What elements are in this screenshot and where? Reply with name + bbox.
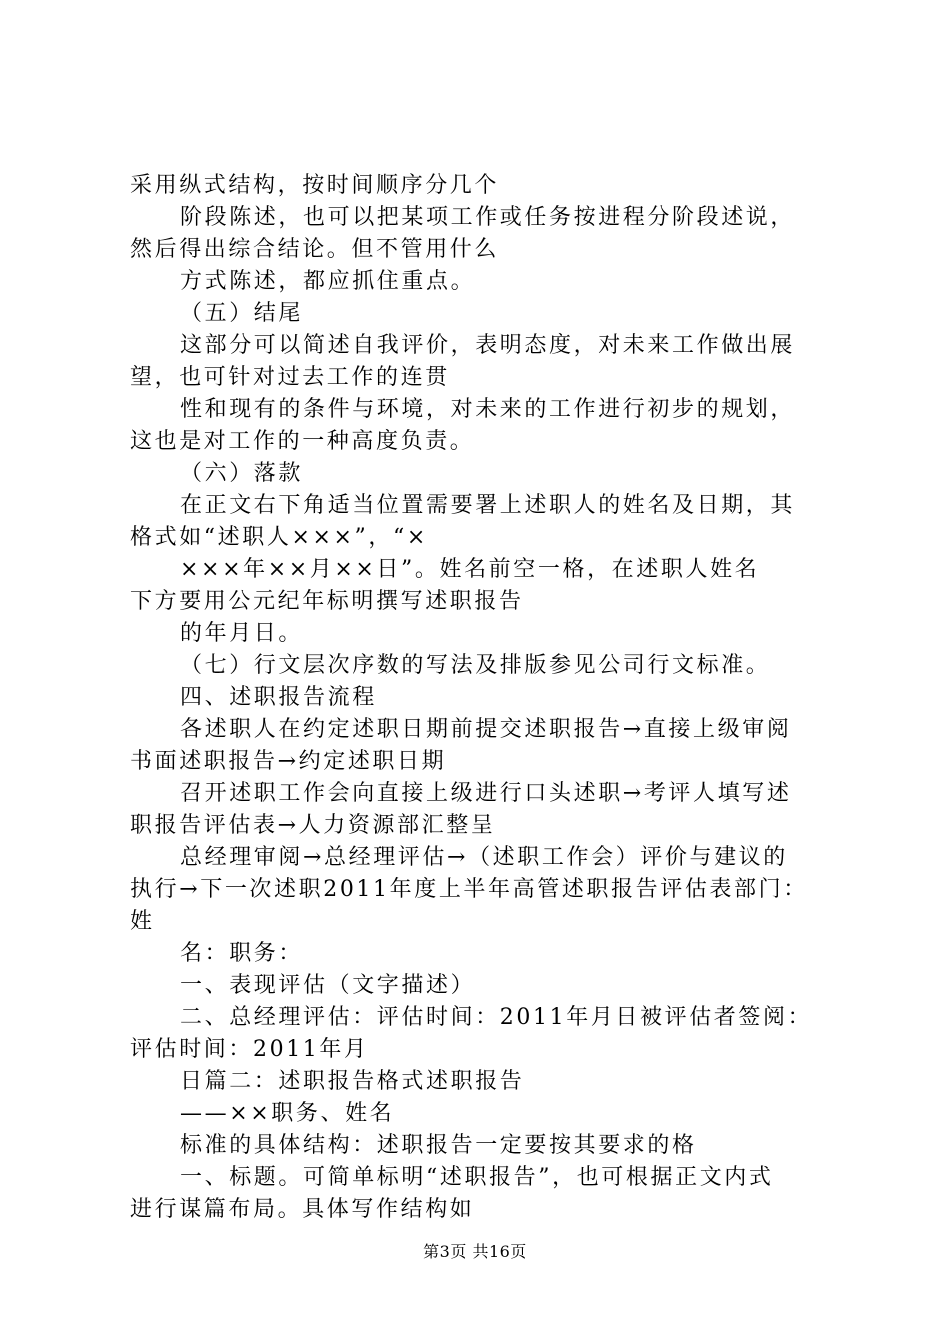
text-line: 二、总经理评估：评估时间：2011年月日被评估者签阅： bbox=[180, 1005, 813, 1030]
text-line: ——××职务、姓名 bbox=[180, 1101, 395, 1126]
text-line: 评估时间：2011年月 bbox=[130, 1037, 369, 1062]
text-line: 四、述职报告流程 bbox=[180, 685, 377, 710]
text-line: 格式如“述职人×××”，“× bbox=[130, 525, 428, 550]
text-line: （六）落款 bbox=[180, 461, 304, 486]
text-line: 一、标题。可简单标明“述职报告”，也可根据正文内式 bbox=[180, 1165, 774, 1190]
text-line: 的年月日。 bbox=[180, 621, 304, 646]
text-line: 进行谋篇布局。具体写作结构如 bbox=[130, 1197, 475, 1222]
text-line: 日篇二：述职报告格式述职报告 bbox=[180, 1069, 525, 1094]
text-line: （七）行文层次序数的写法及排版参见公司行文标准。 bbox=[180, 653, 771, 678]
text-line: 采用纵式结构，按时间顺序分几个 bbox=[130, 173, 500, 198]
text-line: ×××年××月××日”。姓名前空一格，在述职人姓名 bbox=[180, 557, 760, 582]
text-line: 这也是对工作的一种高度负责。 bbox=[130, 429, 475, 454]
text-line: 然后得出综合结论。但不管用什么 bbox=[130, 237, 500, 262]
text-line: 书面述职报告→约定述职日期 bbox=[130, 749, 447, 774]
text-line: 阶段陈述，也可以把某项工作或任务按进程分阶段述说， bbox=[180, 205, 796, 230]
text-line: 总经理审阅→总经理评估→（述职工作会）评价与建议的 bbox=[180, 845, 788, 870]
text-line: 一、表现评估（文字描述） bbox=[180, 973, 476, 998]
text-line: 职报告评估表→人力资源部汇整呈 bbox=[130, 813, 496, 838]
text-line: 姓 bbox=[130, 909, 155, 934]
text-line: 这部分可以简述自我评价，表明态度，对未来工作做出展 bbox=[180, 333, 796, 358]
text-line: 下方要用公元纪年标明撰写述职报告 bbox=[130, 589, 524, 614]
text-line: 望，也可针对过去工作的连贯 bbox=[130, 365, 450, 390]
text-line: 执行→下一次述职2011年度上半年高管述职报告评估表部门： bbox=[130, 877, 808, 902]
text-line: 方式陈述，都应抓住重点。 bbox=[180, 269, 476, 294]
text-line: 名：职务： bbox=[180, 941, 304, 966]
document-body bbox=[130, 170, 835, 1226]
text-line: 召开述职工作会向直接上级进行口头述职→考评人填写述 bbox=[180, 781, 792, 806]
page-footer: 第3页 共16页 bbox=[423, 1242, 527, 1261]
text-line: 各述职人在约定述职日期前提交述职报告→直接上级审阅 bbox=[180, 717, 792, 742]
text-line: （五）结尾 bbox=[180, 301, 304, 326]
text-line: 在正文右下角适当位置需要署上述职人的姓名及日期，其 bbox=[180, 493, 796, 518]
text-line: 性和现有的条件与环境，对未来的工作进行初步的规划， bbox=[180, 397, 796, 422]
text-line: 标准的具体结构：述职报告一定要按其要求的格 bbox=[180, 1133, 697, 1158]
